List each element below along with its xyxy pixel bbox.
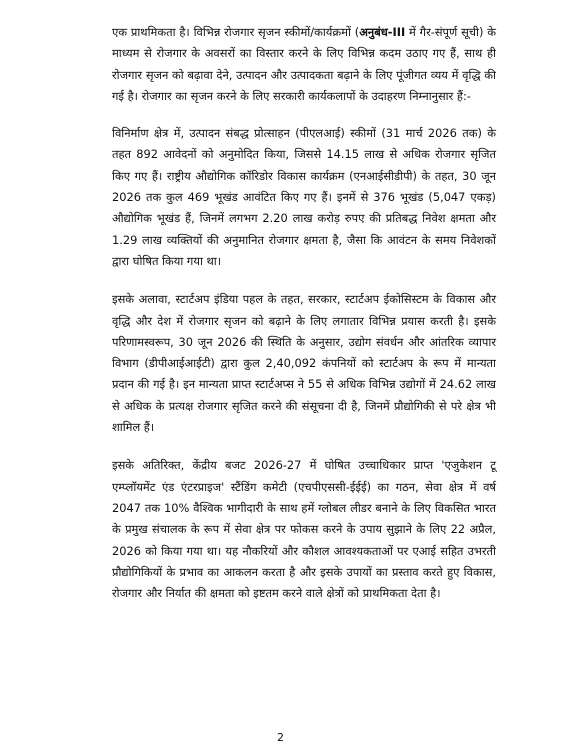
paragraph-intro [112,22,496,107]
page-number: 2 [277,731,284,744]
annexure-reference: अनुबंध-III [359,25,406,39]
paragraph-intro-text-cont: में गैर-संपूर्ण सूची) के माध्यम से रोजगार के अवसरों का विस्तार करने के लिए विभिन्न कदम उठाए गए हैं, साथ ही रोजगार सृजन को बढ़ावा देने, उत्पादन और उत्पादकता बढ़ाने के लिए पूंजीगत व्यय में वृद्धि की गई है। रोजगार का सृजन करने के लिए सरकारी कार्यकलापों के उदाहरण निम्नानुसार हैं:- [112,25,496,103]
paragraph-manufacturing: विनिर्माण क्षेत्र में, उत्पादन संबद्ध प्रोत्साहन (पीएलआई) स्कीमों (31 मार्च 2026 तक) के तहत 892 आवेदनों को अनुमोदित किया, जिससे 14.15 लाख से अधिक रोजगार सृजित किए गए हैं। राष्ट्रीय औद्योगिक कॉरिडोर विकास कार्यक्रम (एनआईसीडीपी) के तहत, 30 जून 2026 तक कुल 469 भूखंड आवंटित किए गए हैं। इनमें से 376 भूखंड (5,047 एकड़) औद्योगिक भूखंड हैं, जिनमें लगभग 2.20 लाख करोड़ रुपए की प्रतिबद्ध निवेश क्षमता और 1.29 लाख व्यक्तियों की अनुमानित रोजगार क्षमता है, जैसा कि आवंटन के समय निवेशकों द्वारा घोषित किया गया था। [112,126,496,268]
paragraph-startup-india: इसके अलावा, स्टार्टअप इंडिया पहल के तहत, सरकार, स्टार्टअप ईकोसिस्टम के विकास और वृद्धि और देश में रोजगार सृजन को बढ़ाने के लिए लगातार विभिन्न प्रयास करती है। इसके परिणामस्वरूप, 30 जून 2026 की स्थिति के अनुसार, उद्योग संवर्धन और आंतरिक व्यापार विभाग (डीपीआईआईटी) द्वारा कुल 2,40,092 कंपनियों को स्टार्टअप के रूप में मान्यता प्रदान की गई है। इन मान्यता प्राप्त स्टार्टअप्स ने 55 से अधिक विभिन्न उद्योगों में 24.62 लाख से अधिक के प्रत्यक्ष रोजगार सृजित करने की संसूचना दी है, जिनमें प्रौद्योगिकी से परे क्षेत्र भी शामिल हैं। [112,292,496,435]
document-body [112,22,496,604]
paragraph-intro-text: एक प्राथमिकता है। विभिन्न रोजगार सृजन स्कीमों/कार्यक्रमों ( [112,25,360,39]
paragraph-union-budget: इसके अतिरिक्त, केंद्रीय बजट 2026-27 में घोषित उच्चाधिकार प्राप्त 'एजुकेशन टू एम्प्लॉयमेंट एंड एंटरप्राइज' स्टैंडिंग कमेटी (एचपीएससी-ईईई) का गठन, सेवा क्षेत्र में वर्ष 2047 तक 10% वैश्विक भागीदारी के साथ हमें ग्लोबल लीडर बनाने के लिए विकसित भारत के प्रमुख संचालक के रूप में सेवा क्षेत्र पर फोकस करने के उपाय सुझाने के लिए 22 अप्रैल, 2026 को किया गया था। यह नौकरियों और कौशल आवश्यकताओं पर एआई सहित उभरती प्रौद्योगिकियों के प्रभाव का आकलन करता है और इसके उपायों का प्रस्ताव करते हुए विकास, रोजगार और निर्यात की क्षमता को इष्टतम करने वाले क्षेत्रों को प्राथमिकता देता है। [112,458,496,601]
